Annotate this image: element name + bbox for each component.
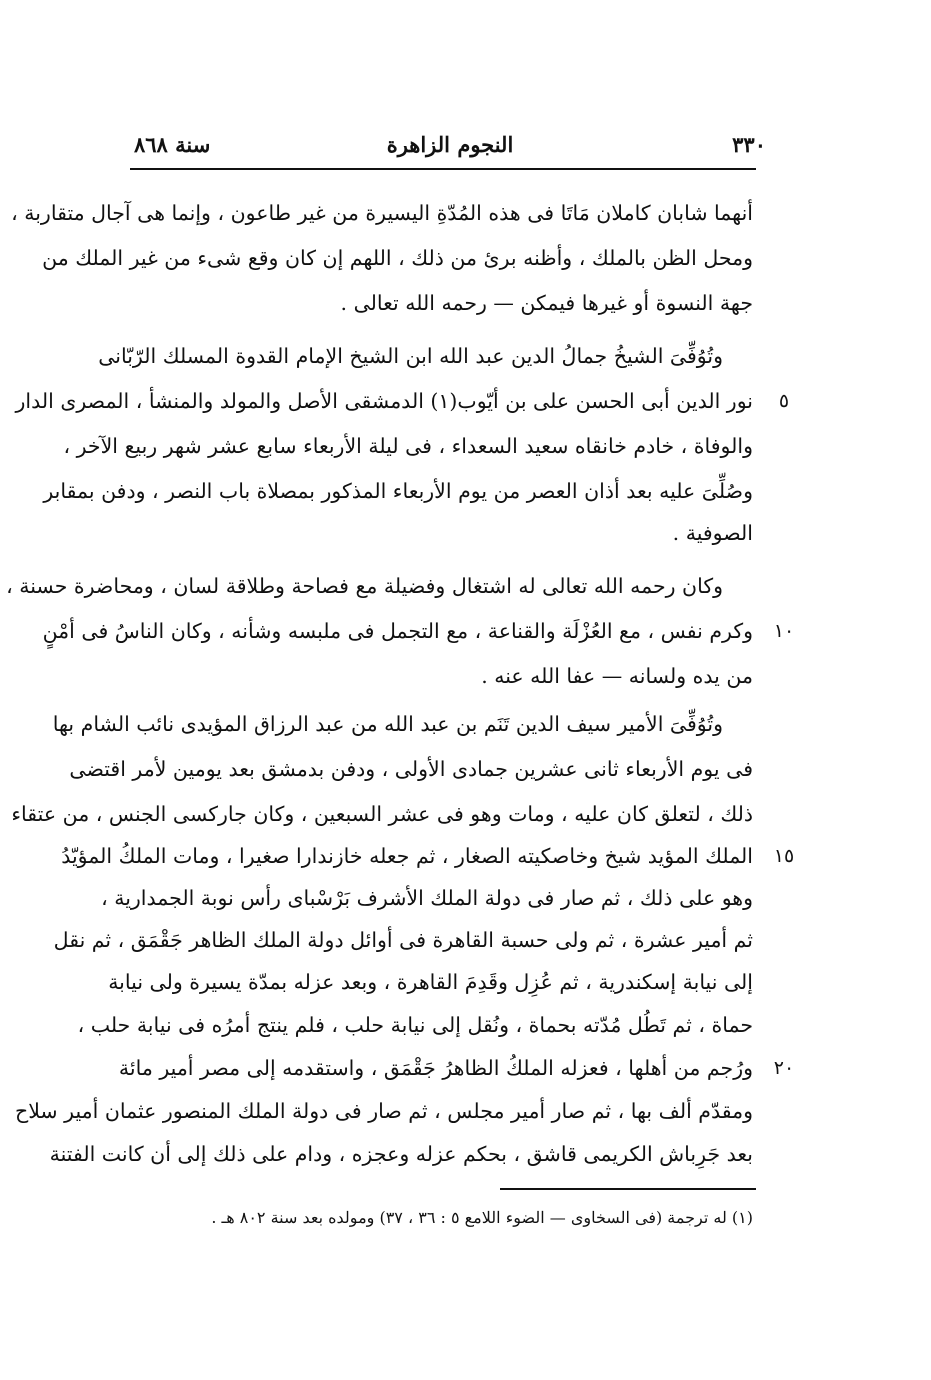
text-line: ومحل الظن بالملك ، وأظنه برئ من ذلك ، اللهم إن كان وقع شىء من غير الملك من [42, 246, 753, 270]
footnote: (١) له ترجمة (فى السخاوى — الضوء اللامع ٥ : ٣٦ ، ٣٧) ومولده بعد سنة ٨٠٢ هـ . [211, 1208, 753, 1227]
text-line: الصوفية . [672, 521, 753, 545]
text-line: أنهما شابان كاملان مَاتَا فى هذه المُدّةِ اليسيرة من غير طاعون ، وإنما هى آجال متقاربة ، [11, 201, 753, 225]
text-line: وتُوُفِّىَ الأمير سيف الدين تَنَم بن عبد الله من عبد الرزاق المؤيدى نائب الشام بها [52, 712, 723, 736]
text-line: والوفاة ، خادم خانقاه سعيد السعداء ، فى ليلة الأربعاء سابع عشر شهر ربيع الآخر ، [63, 434, 753, 458]
year-heading: سنة ٨٦٨ [134, 132, 211, 157]
line-number: ١٠ [773, 620, 795, 642]
text-line: نور الدين أبى الحسن على بن أيّوب(١) الدمشقى الأصل والمولد والمنشأ ، المصرى الدار [15, 389, 753, 413]
text-line: وكرم نفس ، مع العُزْلَة والقناعة ، مع التجمل فى ملبسه وشأنه ، وكان الناسُ فى أمْنٍ [42, 619, 753, 643]
running-head [130, 128, 770, 162]
book-title: النجوم الزاهرة [386, 132, 514, 157]
text-line: ورُجم من أهلها ، فعزله الملكُ الظاهرُ جَقْمَق ، واستقدمه إلى مصر أمير مائة [118, 1056, 753, 1080]
text-line: إلى نيابة إسكندرية ، ثم عُزِل وقَدِمَ القاهرة ، وبعد عزله بمدّة يسيرة ولى نيابة [108, 970, 753, 994]
text-line: بعد جَرِباش الكريمى قاشق ، بحكم عزله وعجزه ، ودام على ذلك إلى أن كانت الفتنة [49, 1142, 753, 1166]
text-line: وصُلِّىَ عليه بعد أذان العصر من يوم الأربعاء المذكور بمصلاة باب النصر ، ودفن بمقابر [43, 479, 753, 503]
footnote-rule [500, 1188, 756, 1190]
text-line: حماة ، ثم تَطُل مُدّته بحماة ، ونُقل إلى نيابة حلب ، فلم ينتج أمرُه فى نيابة حلب ، [77, 1013, 753, 1037]
text-line: وتُوُفِّىَ الشيخُ جمالُ الدين عبد الله ابن الشيخ الإمام القدوة المسلك الرّبّانى [98, 344, 723, 368]
text-line: ذلك ، لتعلق كان عليه ، ومات وهو فى عشر السبعين ، وكان جاركسى الجنس ، من عتقاء [11, 802, 753, 826]
text-line: وكان رحمه الله تعالى له اشتغال وفضيلة مع فصاحة وطلاقة لسان ، ومحاضرة حسنة ، [6, 574, 723, 598]
text-line: جهة النسوة أو غيرها فيمكن — رحمه الله تعالى . [340, 291, 753, 315]
line-number: ١٥ [773, 845, 795, 867]
line-number: ٥ [778, 390, 790, 412]
text-line: الملك المؤيد شيخ وخاصكيته الصغار ، ثم جعله خازندارا صغيرا ، ومات الملكُ المؤيّدُ [61, 844, 753, 868]
header-rule [130, 168, 756, 170]
text-line: من يده ولسانه — عفا الله عنه . [481, 664, 753, 688]
text-line: فى يوم الأربعاء ثانى عشرين جمادى الأولى ، ودفن بدمشق بعد يومين لأمر اقتضى [69, 757, 753, 781]
text-line: ومقدّم ألف بها ، ثم صار أمير مجلس ، ثم صار فى دولة الملك المنصور عثمان أمير سلاح [14, 1099, 753, 1123]
line-number: ٢٠ [773, 1057, 795, 1079]
page-number: ٣٣٠ [732, 132, 766, 157]
text-line: وهو على ذلك ، ثم صار فى دولة الملك الأشرف بَرْسْباى رأس نوبة الجمدارية ، [101, 886, 753, 910]
text-line: ثم أمير عشرة ، ثم ولى حسبة القاهرة فى أوائل دولة الملك الظاهر جَقْمَق ، ثم نقل [53, 928, 753, 952]
